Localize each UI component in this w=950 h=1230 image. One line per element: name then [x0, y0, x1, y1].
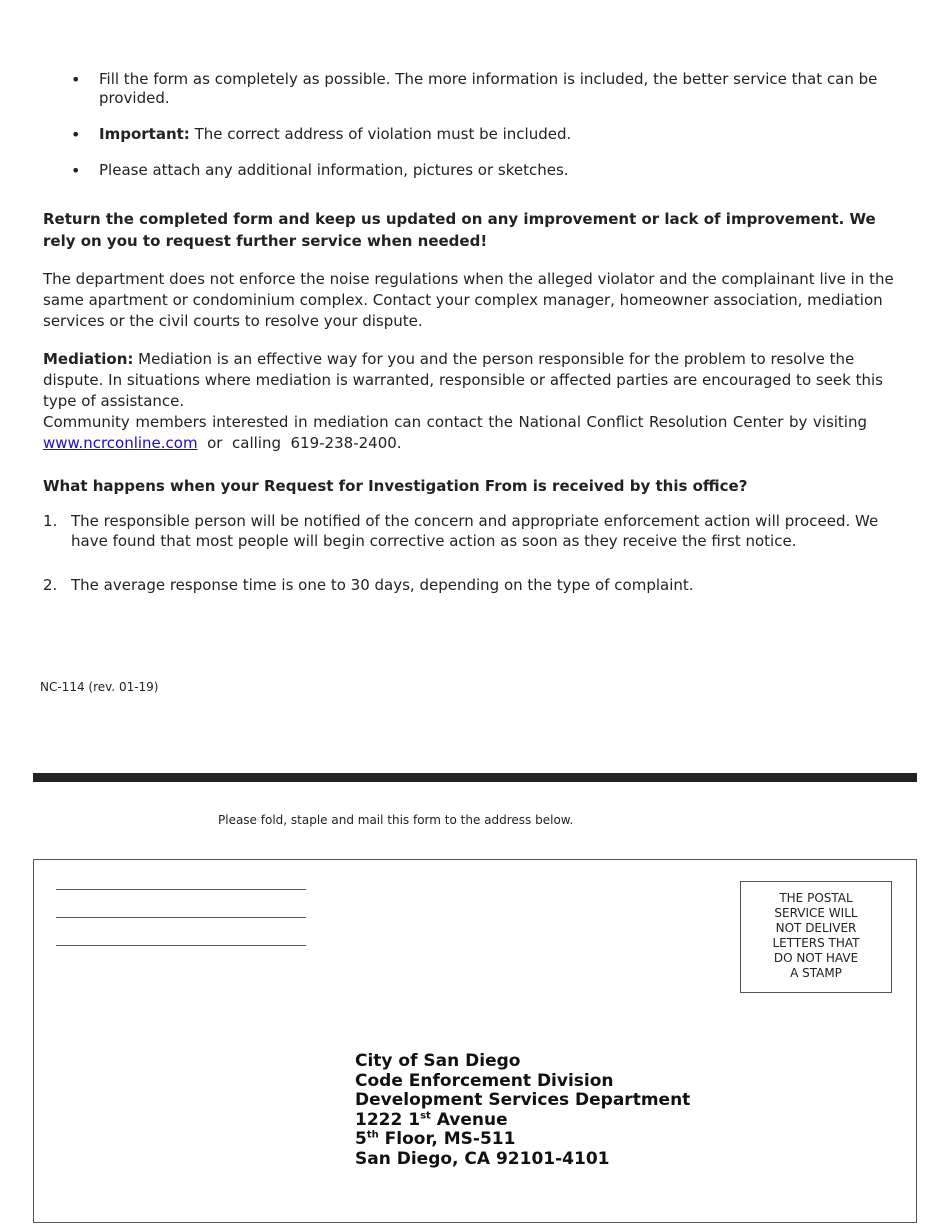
step-text: The average response time is one to 30 days, depending on the type of complaint. — [71, 576, 694, 594]
instruction-item — [43, 161, 903, 180]
stamp-box — [740, 881, 892, 993]
stamp-text-line: SERVICE WILL — [774, 906, 858, 920]
step-text: The responsible person will be notified of the concern and appropriate enforcement action will proceed. We have found that most people will begin corrective action as soon as they receive the first notice. — [71, 512, 879, 550]
instruction-text: Fill the form as completely as possible. The more information is included, the better service that can be provided. — [99, 70, 878, 107]
mediation-text: Mediation is an effective way for you and the person responsible for the problem to resolve the dispute. In situations where mediation is warranted, responsible or affected parties are encouraged to seek this type of assistance. — [43, 350, 883, 410]
stamp-text-line: A STAMP — [790, 966, 842, 980]
fold-divider — [33, 773, 917, 782]
instruction-text: Please attach any additional information, pictures or sketches. — [99, 161, 569, 179]
stamp-text-line: THE POSTAL — [779, 891, 853, 905]
ncr-website-link[interactable]: www.ncrconline.com — [43, 434, 198, 452]
instruction-important-label: Important: — [99, 125, 190, 143]
address-line-department: Development Services Department — [355, 1090, 691, 1110]
step-number: 2. — [43, 576, 58, 594]
mediation-contact-line — [43, 433, 910, 454]
mailing-address — [355, 1052, 690, 1169]
bullet-icon: • — [71, 70, 81, 89]
mediation-phone: or calling 619-238-2400. — [197, 434, 402, 452]
address-line-floor: 5th Floor, MS-511 — [355, 1129, 516, 1149]
step-item — [43, 575, 910, 595]
mediation-paragraph — [43, 349, 883, 412]
mediation-contact: Community members interested in mediation can contact the National Conflict Resolution Center by visiting — [43, 413, 867, 431]
bullet-icon: • — [71, 161, 81, 180]
instruction-item — [43, 125, 903, 144]
mediation-section — [43, 349, 910, 454]
return-address-line — [56, 889, 306, 890]
step-number: 1. — [43, 512, 58, 530]
mediation-label: Mediation: — [43, 350, 134, 368]
steps-list — [43, 511, 910, 551]
noise-paragraph: The department does not enforce the noise regulations when the alleged violator and the complainant live in the same apartment or condominium complex. Contact your complex manager, homeowner association, mediation services or the civil courts to resolve your dispute. — [43, 270, 894, 330]
instructions-list — [43, 70, 903, 197]
return-address-line — [56, 945, 306, 946]
instruction-text: The correct address of violation must be included. — [189, 125, 572, 143]
what-happens-heading: What happens when your Request for Investigation From is received by this office? — [43, 477, 748, 495]
address-line-division: Code Enforcement Division — [355, 1070, 614, 1091]
address-line-street: 1222 1st Avenue — [355, 1109, 508, 1130]
step-item — [43, 511, 910, 551]
address-line-citystate: San Diego, CA 92101-4101 — [355, 1148, 610, 1169]
address-line-city: City of San Diego — [355, 1051, 521, 1071]
bullet-icon: • — [71, 125, 81, 144]
stamp-text-line: NOT DELIVER — [775, 921, 857, 935]
return-notice: Return the completed form and keep us updated on any improvement or lack of improvement. We rely on you to request further service when needed! — [43, 210, 876, 250]
return-address-line — [56, 917, 306, 918]
stamp-text-line: LETTERS THAT — [772, 936, 860, 950]
steps-list-continued — [43, 575, 910, 595]
form-number: NC-114 (rev. 01-19) — [40, 680, 159, 694]
instruction-item — [43, 70, 903, 108]
fold-instruction: Please fold, staple and mail this form to the address below. — [218, 813, 574, 827]
stamp-text-line: DO NOT HAVE — [773, 951, 859, 965]
